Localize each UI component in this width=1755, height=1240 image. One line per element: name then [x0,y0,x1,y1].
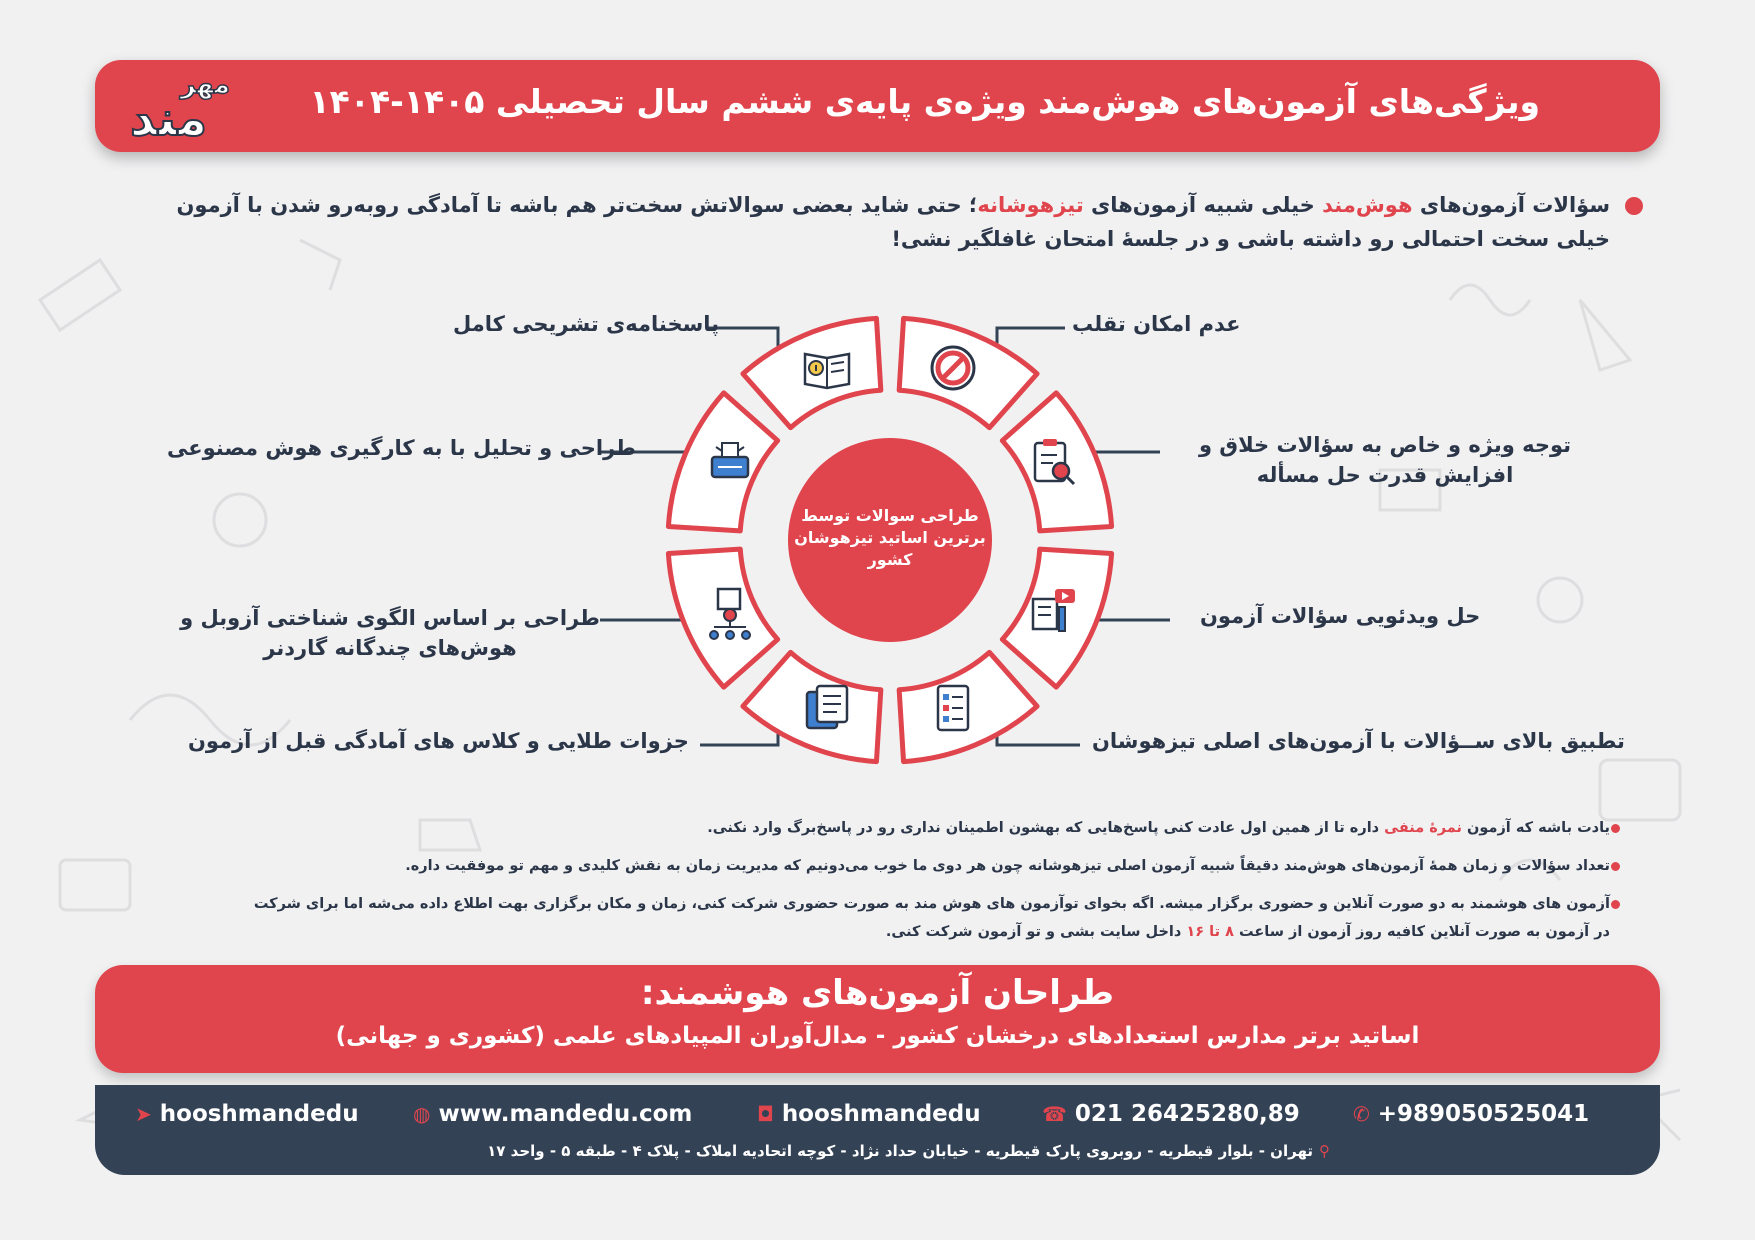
feature-answer-key: پاسخنامه‌ی تشریحی کامل [453,312,720,336]
segment-cognitive [668,549,777,687]
note-bullet [1611,900,1620,909]
note-1-part-b: داره تا از همین اول عادت کنی پاسخ‌هایی که بهشون اطمینان نداری رو در پاسخ‌برگ وارد نکنی. [707,820,1385,836]
contact-footer [95,1085,1660,1175]
open-book-icon [805,354,849,388]
website-url: www.mandedu.com [438,1101,693,1127]
note-1-part-a: یادت باشه که آزمون [1461,820,1610,836]
phone-icon: ☎ [1042,1102,1067,1126]
phone-number: 021 26425280,89 [1074,1101,1300,1127]
logo-bottom-text: مند [130,91,208,147]
feature-no-cheating: عدم امکان تقلب [1072,312,1241,336]
note-bullet [1611,862,1620,871]
checklist-icon [938,686,968,730]
intro-highlight-2: تیزهوشانه [977,193,1084,217]
feature-cognitive-model: طراحی بر اساس الگوی شناختی آزوبل و هوش‌های چندگانه گاردنر [180,606,600,660]
intro-text [170,188,1610,256]
note-1-highlight: نمرهٔ منفی [1384,820,1462,836]
intro-bullet [1625,197,1643,215]
designers-title: طراحان آزمون‌های هوشمند: [640,973,1115,1013]
instagram-icon: ◘ [757,1102,774,1126]
intro-highlight-1: هوش‌مند [1322,193,1413,217]
designers-subtitle: اساتید برتر مدارس استعدادهای درخشان کشور - مدال‌آوران المپیادهای علمی (کشوری و جهانی) [335,1023,1420,1049]
intro-part-2: خیلی شبیه آزمون‌های [1083,193,1323,217]
intro-part-3: ؛ حتی شاید بعضی سوالاتش سخت‌تر هم باشه تا آمادگی روبه‌رو شدن با آزمون خیلی سخت احتمالی رو داشته باشی و در جلسهٔ امتحان غافلگیر نشی! [176,193,1610,251]
mobile-number: +989050525041 [1377,1101,1590,1127]
page-title: ویژگی‌های آزمون‌های هوش‌مند ویژه‌ی پایه‌ی ششم سال تحصیلی ۱۴۰۵-۱۴۰۴ [309,82,1540,121]
note-negative-mark [707,815,1610,841]
feature-creative-questions: توجه ویژه و خاص به سؤالات خلاق و افزایش قدرت حل مسأله [1198,433,1572,487]
address [487,1142,1330,1160]
wheel-center-text: طراحی سوالات توسط برترین اساتید تیزهوشان کشور [794,506,986,569]
location-pin-icon: ⚲ [1319,1142,1330,1160]
note-3-hours: ۸ تا ۱۶ [1186,924,1234,940]
feature-video-solutions: حل ویدئویی سؤالات آزمون [1200,604,1481,628]
feature-ai-analysis: طراحی و تحلیل با به کارگیری هوش مصنوعی [167,436,636,460]
logo-top-text: مهر [180,70,230,100]
header-banner [95,60,1660,152]
instagram-link[interactable] [757,1101,981,1127]
telegram-icon: ➤ [135,1102,152,1126]
no-cheating-icon [932,347,974,389]
feature-booklets: جزوات طلایی و کلاس های آمادگی قبل از آزمون [188,729,689,753]
telegram-handle: hooshmandedu [159,1101,359,1127]
call-icon: ✆ [1353,1102,1370,1126]
mobile-link[interactable] [1353,1101,1589,1127]
note-bullet [1611,824,1620,833]
feature-alignment: تطبیق بالای ســؤالات با آزمون‌های اصلی تیزهوشان [1092,729,1625,753]
note-online-offline: آزمون های هوشمند به دو صورت آنلاین و حضوری برگزار میشه. اگه بخوای توآزمون های هوش مند به صورت حضوری شرکت کنی، زمان و مکان برگزاری بهت اطلاع داده می‌شه اما برای شرکت [253,896,1610,912]
designers-banner [95,965,1660,1073]
address-text: تهران - بلوار قیطریه - روبروی پارک قیطریه - خیابان حداد نژاد - کوچه اتحادیه املاک - پلاک ۴ - طبقه ۵ - واحد ۱۷ [487,1142,1313,1160]
phone-link[interactable] [1042,1101,1300,1127]
globe-icon: ◍ [413,1102,431,1126]
note-timing: تعداد سؤالات و زمان همهٔ آزمون‌های هوش‌مند دقیقاً شبیه آزمون اصلی تیزهوشانه چون هر دوی ما خوب می‌دونیم که مدیریت زمان به نقش کلیدی و مهم تو موفقیت داره. [405,858,1610,874]
note-online-hours [886,919,1610,945]
note-3-part-b: در آزمون به صورت آنلاین کافیه روز آزمون از ساعت [1233,924,1610,940]
intro-part-1: سؤالات آزمون‌های [1412,193,1610,217]
notebook-icon [807,686,847,728]
instagram-handle: hooshmandedu [781,1101,981,1127]
note-3-part-c: داخل سایت بشی و تو آزمون شرکت کنی. [885,924,1187,940]
telegram-link[interactable] [135,1101,359,1127]
brand-logo [130,70,230,146]
website-link[interactable] [413,1101,692,1127]
ai-chip-icon [712,443,748,477]
